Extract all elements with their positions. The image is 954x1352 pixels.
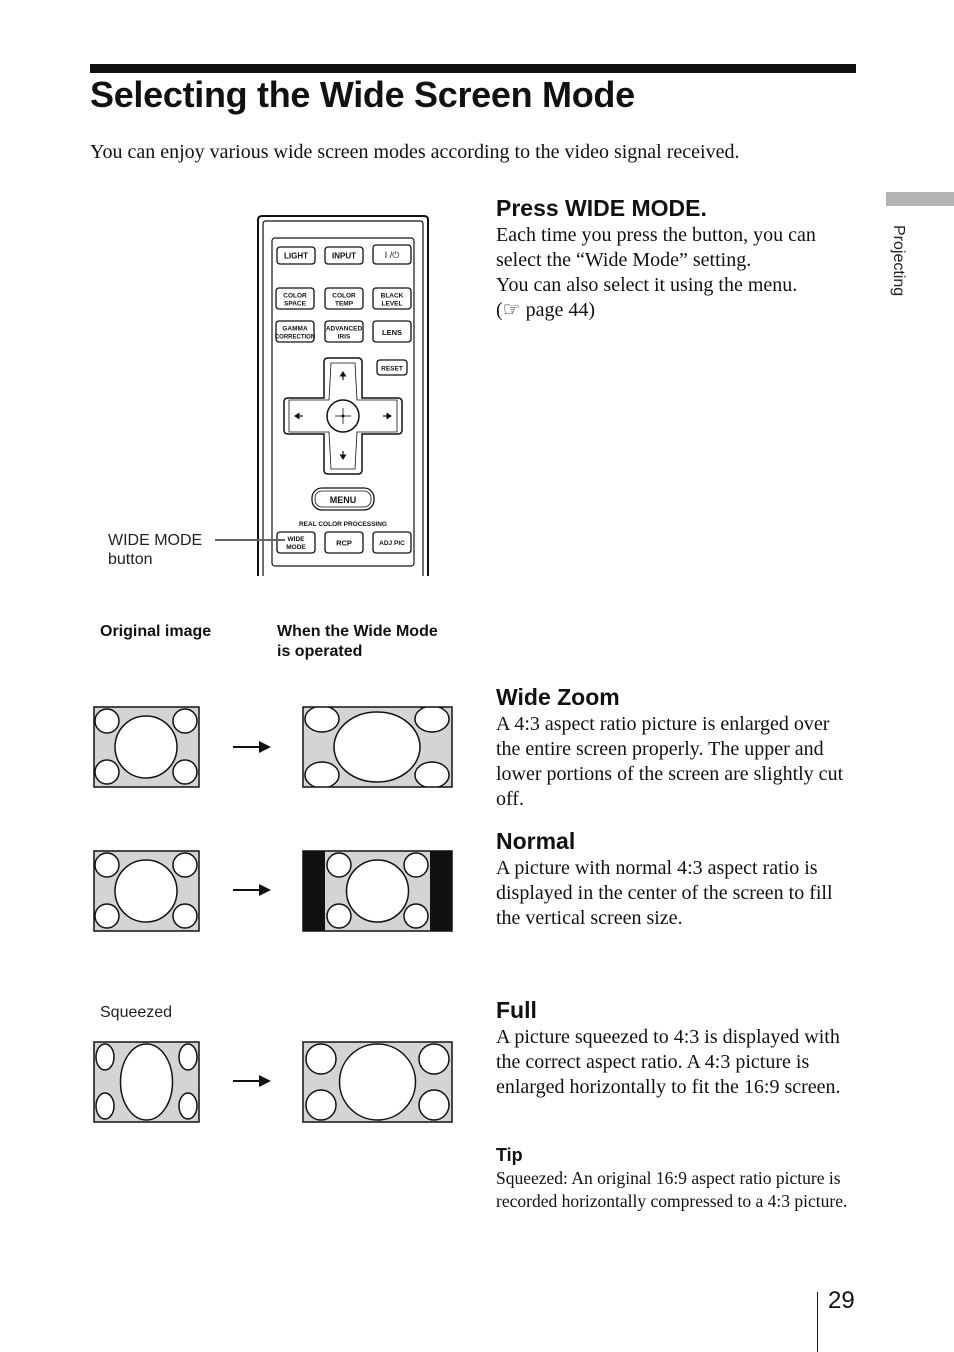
svg-text:COLOR: COLOR <box>332 292 356 300</box>
full-section <box>496 996 858 1100</box>
original-image-heading: Original image <box>100 623 212 640</box>
tip-heading: Tip <box>496 1145 523 1165</box>
svg-text:MENU: MENU <box>329 495 357 505</box>
right-arrow-icon <box>233 739 273 755</box>
normal-mode-screen <box>302 850 453 932</box>
normal-section <box>496 827 858 931</box>
svg-text:COLOR: COLOR <box>283 292 307 300</box>
svg-text:SPACE: SPACE <box>284 300 306 308</box>
right-arrow-icon <box>233 882 273 898</box>
svg-text:I /⏻: I /⏻ <box>384 250 400 260</box>
title-rule <box>90 64 856 73</box>
mode-description: A picture squeezed to 4:3 is displayed with the correct aspect ratio. A 4:3 picture is enlarged horizontally to fit the 16:9 screen. <box>496 1026 841 1098</box>
svg-text:ADJ PIC: ADJ PIC <box>379 540 405 547</box>
svg-text:RCP: RCP <box>336 538 352 548</box>
intro-paragraph: You can enjoy various wide screen modes according to the video signal received. <box>90 141 740 163</box>
page-reference: (☞ page 44) <box>496 299 596 321</box>
mode-heading: Full <box>496 997 537 1023</box>
remote-control-illustration <box>254 214 432 576</box>
svg-text:IRIS: IRIS <box>337 333 351 341</box>
svg-text:GAMMA: GAMMA <box>282 325 308 333</box>
callout-leader-line <box>215 539 285 541</box>
tip-section <box>496 1144 858 1213</box>
page-title: Selecting the Wide Screen Mode <box>90 74 635 115</box>
mode-description: A 4:3 aspect ratio picture is enlarged over the entire screen properly. The upper and lower portions of the screen are slightly cut off. <box>496 713 844 810</box>
svg-text:ADVANCED: ADVANCED <box>325 325 363 333</box>
right-arrow-icon <box>233 1073 273 1089</box>
svg-text:MODE: MODE <box>286 544 306 551</box>
svg-text:INPUT: INPUT <box>332 251 356 261</box>
mode-heading: Wide Zoom <box>496 684 620 710</box>
squeezed-label: Squeezed <box>100 1004 173 1021</box>
step-text: You can also select it using the menu. <box>496 274 798 296</box>
svg-text:BLACK: BLACK <box>380 292 404 300</box>
svg-text:RESET: RESET <box>381 365 403 373</box>
reference-pointer-icon: ☞ <box>502 299 521 321</box>
svg-text:LIGHT: LIGHT <box>284 251 308 261</box>
page-number: 29 <box>828 1287 855 1314</box>
svg-text:REAL COLOR PROCESSING: REAL COLOR PROCESSING <box>298 521 388 528</box>
step-text: Each time you press the button, you can select the “Wide Mode” setting. <box>496 224 816 271</box>
original-4-3-screen <box>93 706 200 788</box>
page-number-rule <box>817 1292 818 1352</box>
step-heading: Press WIDE MODE. <box>496 195 707 221</box>
press-wide-mode-section <box>496 194 858 323</box>
svg-text:LEVEL: LEVEL <box>381 300 403 308</box>
original-4-3-screen <box>93 850 200 932</box>
wide-mode-callout: WIDE MODE button <box>108 532 203 568</box>
wide-zoom-screen <box>302 706 453 788</box>
tip-text: Squeezed: An original 16:9 aspect ratio picture is recorded horizontally compressed to a 4:3 picture. <box>496 1168 848 1211</box>
section-tab-marker <box>886 192 954 206</box>
full-mode-screen <box>302 1041 453 1123</box>
mode-heading: Normal <box>496 828 576 854</box>
squeezed-4-3-screen <box>93 1041 200 1123</box>
section-tab-label: Projecting <box>890 225 907 297</box>
wide-zoom-section <box>496 683 858 812</box>
mode-description: A picture with normal 4:3 aspect ratio is displayed in the center of the screen to fill the vertical screen size. <box>496 857 833 929</box>
operated-heading: When the Wide Mode is operated <box>277 623 438 660</box>
svg-text:CORRECTION: CORRECTION <box>274 334 316 341</box>
svg-text:TEMP: TEMP <box>334 300 354 308</box>
svg-text:LENS: LENS <box>381 328 403 337</box>
svg-text:WIDE: WIDE <box>287 536 305 543</box>
